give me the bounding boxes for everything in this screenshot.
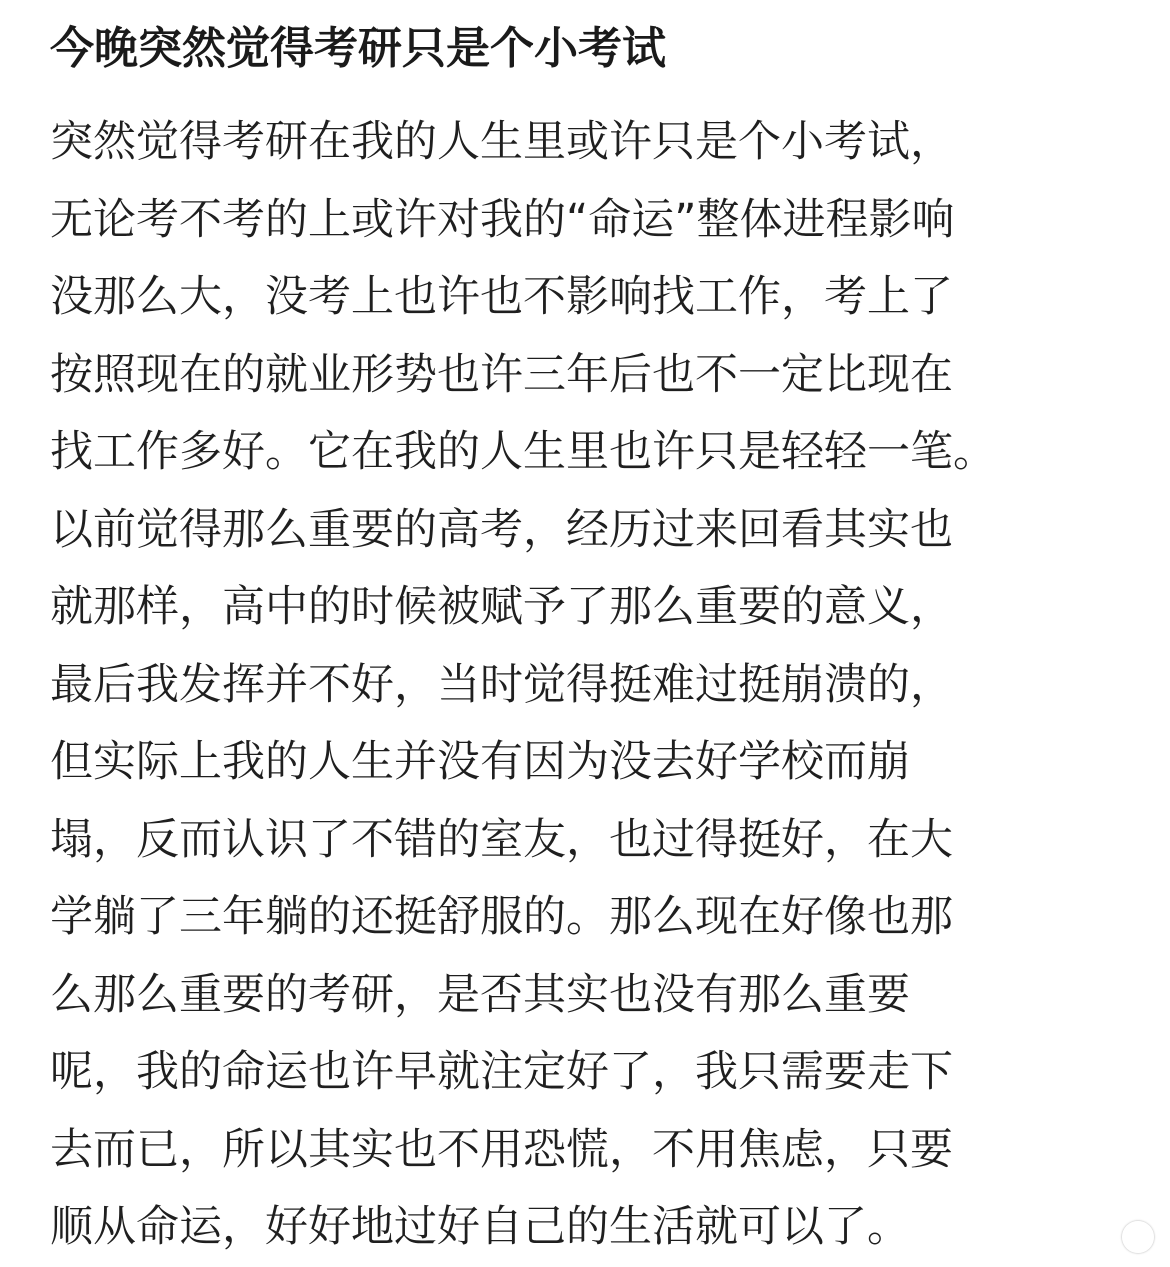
post-line: 但实际上我的人生并没有因为没去好学校而崩 xyxy=(50,737,910,787)
post-line: 突然觉得考研在我的人生里或许只是个小考试， xyxy=(50,117,953,167)
post-line: 去而已，所以其实也不用恐慌，不用焦虑，只要 xyxy=(50,1124,953,1175)
post-line: 塌，反而认识了不错的室友，也过得挺好，在大 xyxy=(50,814,953,865)
post-line: 学躺了三年躺的还挺舒服的。那么现在好像也那 xyxy=(50,892,953,942)
post-line: 找工作多好。它在我的人生里也许只是轻轻一笔。 xyxy=(50,427,996,477)
post-line: 呢，我的命运也许早就注定好了，我只需要走下 xyxy=(50,1047,953,1097)
post-line: 没那么大，没考上也许也不影响找工作，考上了 xyxy=(50,272,953,322)
post-title: 今晚突然觉得考研只是个小考试 xyxy=(50,23,666,74)
post-line: 最后我发挥并不好，当时觉得挺难过挺崩溃的， xyxy=(50,659,953,710)
post-line: 无论考不考的上或许对我的“命运”整体进程影响 xyxy=(50,194,955,245)
post xyxy=(50,0,1130,1267)
watermark xyxy=(1122,1218,1160,1254)
post-body xyxy=(50,104,1130,1267)
post-line: 就那样，高中的时候被赋予了那么重要的意义， xyxy=(50,582,953,632)
weibo-logo-icon xyxy=(1122,1221,1154,1253)
post-line: 么那么重要的考研，是否其实也没有那么重要 xyxy=(50,969,910,1020)
post-line: 按照现在的就业形势也许三年后也不一定比现在 xyxy=(50,349,953,400)
post-line: 顺从命运，好好地过好自己的生活就可以了。 xyxy=(50,1202,910,1252)
post-line: 以前觉得那么重要的高考，经历过来回看其实也 xyxy=(50,504,953,555)
